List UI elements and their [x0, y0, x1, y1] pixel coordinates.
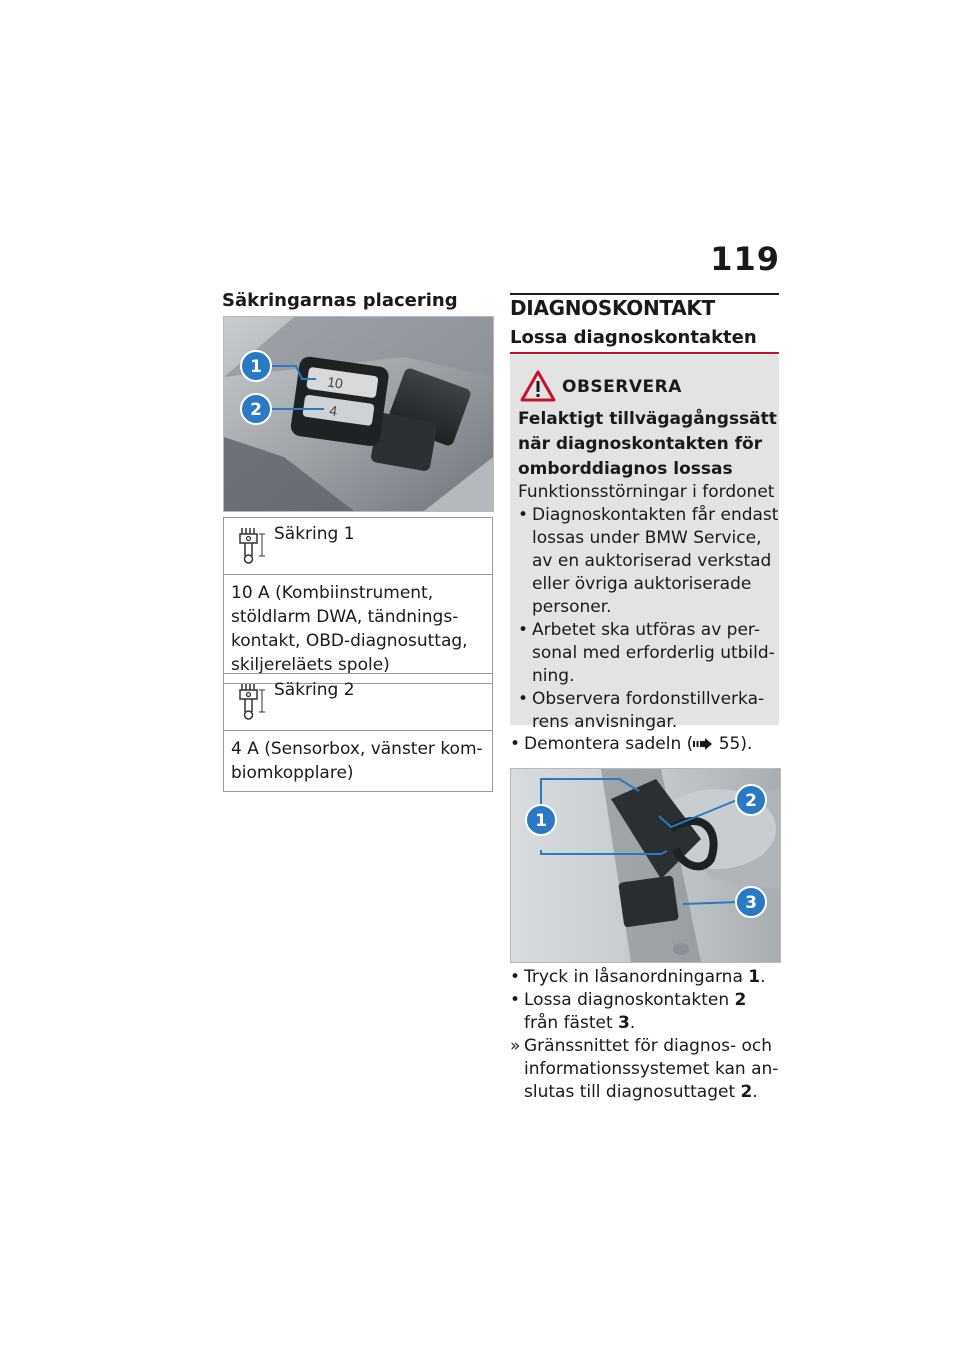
- callout-2: 2: [745, 791, 757, 811]
- notice-heading: OBSERVERA: [562, 377, 682, 397]
- callout-3: 3: [745, 893, 757, 913]
- result-item: » Gränssnittet för diagnos- och informationssystemet kan an-slutas till diagnosuttaget 2.: [510, 1035, 780, 1104]
- section-rule: [510, 293, 779, 295]
- notice-warning-text: Felaktigt tillvägagångssätt när diagnoskontakten för omborddiagnos lossas: [518, 409, 777, 479]
- fuse-1-description: 10 A (Kombiinstrument, stöldlarm DWA, tändnings-kontakt, OBD-diagnosuttag, skiljereläets spole): [231, 583, 468, 675]
- fuse-photo: [223, 316, 494, 512]
- step-item: • Lossa diagnoskontakten 2 från fästet 3.: [510, 989, 780, 1035]
- section-title: DIAGNOSKONTAKT: [510, 296, 715, 320]
- remove-seat-text: Demontera sadeln (: [524, 734, 694, 754]
- callout-2: 2: [250, 400, 262, 420]
- callout-1: 1: [250, 357, 262, 377]
- notice-rule: [510, 352, 779, 354]
- fuse-icon: [238, 526, 268, 566]
- callout-1: 1: [535, 811, 547, 831]
- fuse-icon: [238, 682, 268, 722]
- notice-item: • Observera fordonstillverka-rens anvisningar.: [518, 688, 782, 734]
- notice-item: • Arbetet ska utföras av per-sonal med erforderlig utbild-ning.: [518, 619, 782, 688]
- step-item: • Tryck in låsanordningarna 1.: [510, 966, 780, 989]
- fuse-2-title: Säkring 2: [274, 680, 355, 700]
- diagnosis-connector-photo: [510, 768, 781, 963]
- notice-consequence: Funktionsstörningar i fordonet: [518, 482, 775, 502]
- fuse-2-description: 4 A (Sensorbox, vänster kom-biomkopplare): [231, 739, 483, 783]
- fuse-label-1: 10: [326, 373, 344, 392]
- fuse-label-2: 4: [328, 402, 339, 420]
- notice-item: • Diagnoskontakten får endast lossas under BMW Service, av en auktoriserad verkstad eller övriga auktoriserade personer.: [518, 504, 782, 619]
- warning-triangle-icon: [520, 370, 556, 402]
- notice-box: [510, 355, 779, 732]
- page-number: 119: [710, 240, 780, 278]
- fuse-location-heading: Säkringarnas placering: [222, 290, 458, 311]
- procedure-steps: [510, 966, 780, 1104]
- fuse-2-box: [223, 673, 493, 792]
- subsection-title: Lossa diagnoskontakten: [510, 327, 757, 348]
- seat-step: [510, 733, 780, 756]
- page-reference-arrow-icon: [693, 738, 713, 750]
- fuse-1-box: [223, 517, 493, 684]
- fuse-1-title: Säkring 1: [274, 524, 355, 544]
- page-reference[interactable]: 55).: [718, 734, 753, 754]
